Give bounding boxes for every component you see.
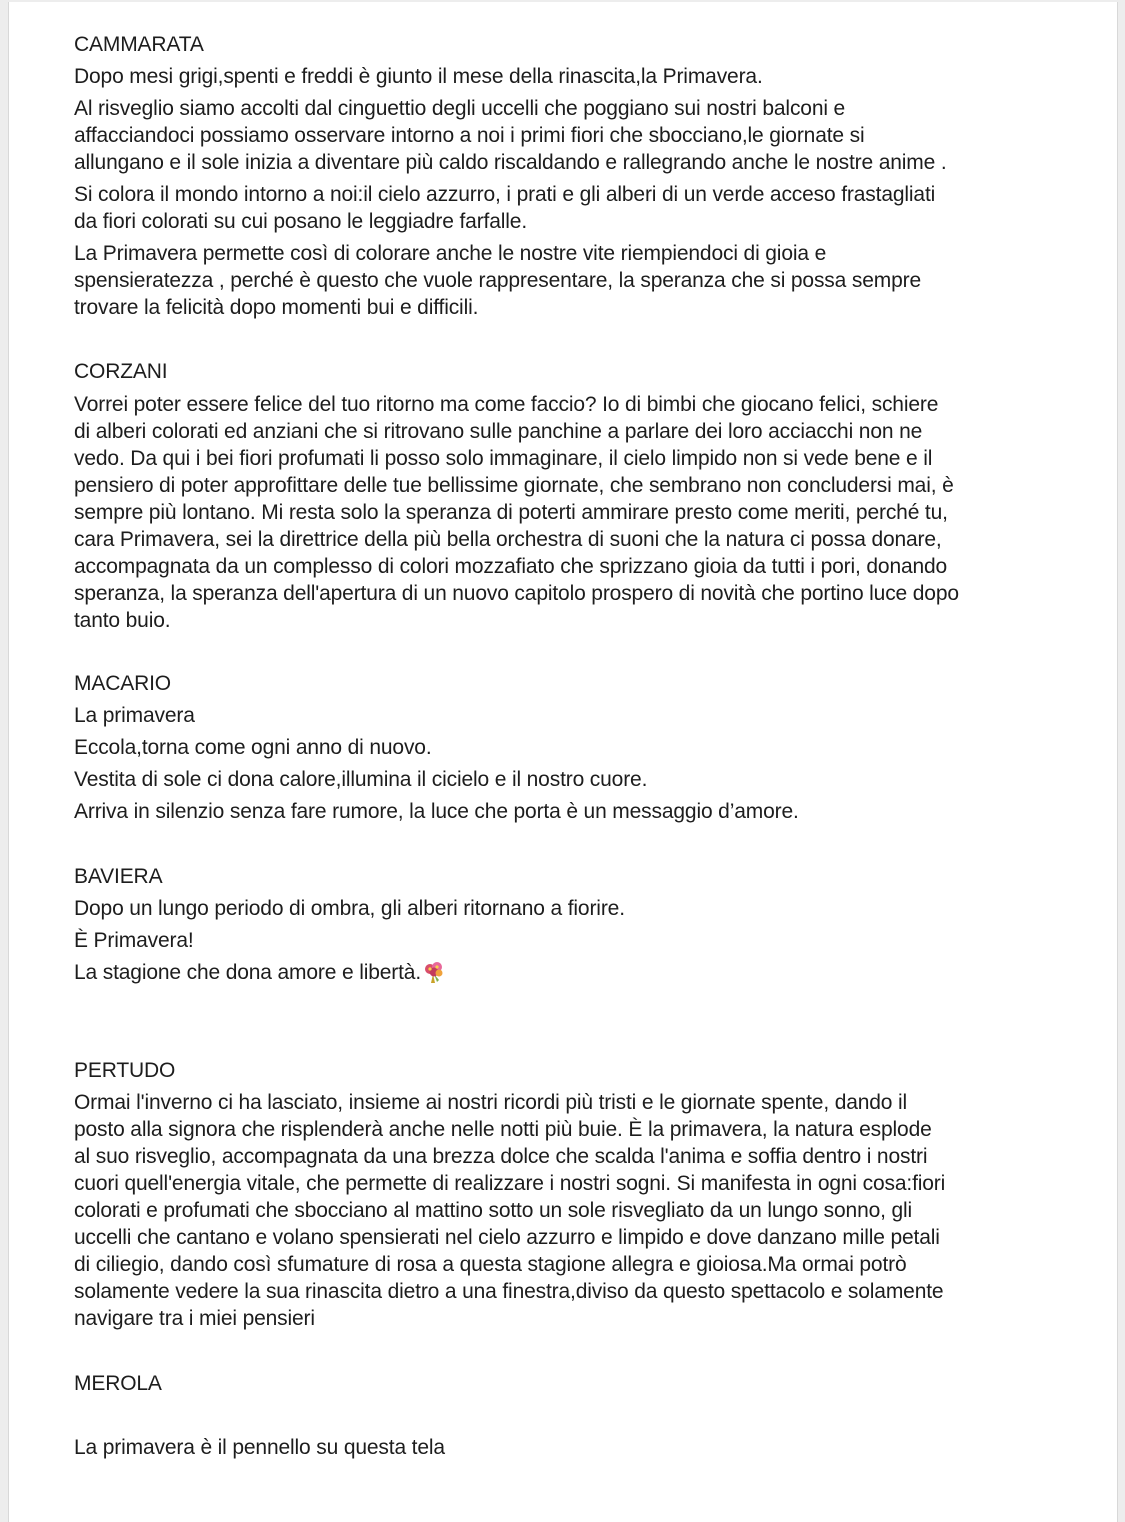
paragraph bbox=[74, 734, 799, 761]
author-name: MEROLA bbox=[74, 1372, 162, 1395]
text-line: Ormai l'inverno ci ha lasciato, insieme ai nostri ricordi più tristi e le giornate spente, dando il bbox=[74, 1091, 908, 1114]
text-line: al suo risveglio, accompagnata da una brezza dolce che scalda l'anima e soffia dentro i nostri bbox=[74, 1145, 928, 1168]
text-line: La Primavera permette così di colorare anche le nostre vite riempiendoci di gioia e bbox=[74, 242, 827, 265]
text-line: La primavera bbox=[74, 704, 195, 727]
paragraph bbox=[74, 240, 947, 321]
section-merola bbox=[74, 1370, 445, 1461]
text-line: pensiero di poter approfittare delle tue bellissime giornate, che sembrano non concludersi mai, è bbox=[74, 474, 954, 497]
text-line: sempre più lontano. Mi resta solo la speranza di poterti ammirare presto come meriti, perché tu, bbox=[74, 501, 948, 524]
text-line: accompagnata da un complesso di colori mozzafiato che sprizzano gioia da tutti i pori, donando bbox=[74, 555, 948, 578]
text-line: Dopo mesi grigi,spenti e freddi è giunto il mese della rinascita,la Primavera. bbox=[74, 65, 763, 88]
author-name: CORZANI bbox=[74, 360, 168, 383]
text-line: vedo. Da qui i bei fiori profumati li posso solo immaginare, il cielo limpido non si vede bene e il bbox=[74, 447, 933, 470]
paragraph bbox=[74, 181, 947, 235]
text-line: Si colora il mondo intorno a noi:il cielo azzurro, i prati e gli alberi di un verde acceso frastagliati bbox=[74, 183, 936, 206]
section-cammarata bbox=[74, 31, 947, 321]
author-name: MACARIO bbox=[74, 672, 171, 695]
bouquet-icon bbox=[422, 960, 446, 984]
text-line: speranza, la speranza dell'apertura di un nuovo capitolo prospero di novità che portino luce dopo bbox=[74, 582, 959, 605]
text-line: solamente vedere la sua rinascita dietro a una finestra,diviso da questo spettacolo e solamente bbox=[74, 1280, 944, 1303]
text-line: Vestita di sole ci dona calore,illumina il cicielo e il nostro cuore. bbox=[74, 768, 648, 791]
text-line: Vorrei poter essere felice del tuo ritorno ma come faccio? Io di bimbi che giocano felici, schiere bbox=[74, 393, 939, 416]
section-baviera bbox=[74, 863, 625, 986]
text-line-content: La stagione che dona amore e libertà. bbox=[74, 961, 422, 984]
text-line: navigare tra i miei pensieri bbox=[74, 1307, 315, 1330]
paragraph bbox=[74, 702, 799, 729]
text-line: da fiori colorati su cui posano le leggiadre farfalle. bbox=[74, 210, 527, 233]
document-page bbox=[8, 2, 1118, 1522]
text-line: cara Primavera, sei la direttrice della più bella orchestra di suoni che la natura ci possa donare, bbox=[74, 528, 942, 551]
paragraph bbox=[74, 1089, 945, 1332]
text-line: La primavera è il pennello su questa tela bbox=[74, 1436, 445, 1459]
section-pertudo bbox=[74, 1057, 945, 1332]
paragraph bbox=[74, 391, 959, 634]
paragraph bbox=[74, 766, 799, 793]
text-line: di ciliegio, dando così sfumature di rosa a questa stagione allegra e gioiosa.Ma ormai potrò bbox=[74, 1253, 907, 1276]
text-line: posto alla signora che risplenderà anche nelle notti più buie. È la primavera, la natura esplode bbox=[74, 1118, 932, 1141]
text-line: Dopo un lungo periodo di ombra, gli alberi ritornano a fiorire. bbox=[74, 897, 625, 920]
text-line: uccelli che cantano e volano spensierati nel cielo azzurro e limpido e dove danzano mille petali bbox=[74, 1226, 940, 1249]
text-line: cuori quell'energia vitale, che permette di realizzare i nostri sogni. Si manifesta in ogni cosa:fiori bbox=[74, 1172, 946, 1195]
text-line: Arriva in silenzio senza fare rumore, la luce che porta è un messaggio d’amore. bbox=[74, 800, 799, 823]
paragraph bbox=[74, 1434, 445, 1461]
paragraph bbox=[74, 63, 947, 90]
text-line: di alberi colorati ed anziani che si ritrovano sulle panchine a parlare dei loro acciacchi non ne bbox=[74, 420, 923, 443]
paragraph bbox=[74, 895, 625, 922]
author-name: CAMMARATA bbox=[74, 33, 204, 56]
paragraph bbox=[74, 959, 625, 986]
text-line: trovare la felicità dopo momenti bui e difficili. bbox=[74, 296, 479, 319]
text-line: È Primavera! bbox=[74, 929, 194, 952]
section-macario bbox=[74, 670, 799, 825]
paragraph bbox=[74, 798, 799, 825]
author-name: BAVIERA bbox=[74, 865, 163, 888]
paragraph bbox=[74, 927, 625, 954]
text-line: allungano e il sole inizia a diventare più caldo riscaldando e rallegrando anche le nostre anime . bbox=[74, 151, 947, 174]
author-name: PERTUDO bbox=[74, 1059, 176, 1082]
text-line: tanto buio. bbox=[74, 609, 171, 632]
section-corzani bbox=[74, 358, 959, 634]
text-line: colorati e profumati che sbocciano al mattino sotto un sole risvegliato da un lungo sonno, gli bbox=[74, 1199, 913, 1222]
paragraph bbox=[74, 95, 947, 176]
text-line bbox=[74, 959, 625, 986]
text-line: Eccola,torna come ogni anno di nuovo. bbox=[74, 736, 432, 759]
text-line: Al risveglio siamo accolti dal cinguettio degli uccelli che poggiano sui nostri balconi e bbox=[74, 97, 846, 120]
text-line: spensieratezza , perché è questo che vuole rappresentare, la speranza che si possa sempre bbox=[74, 269, 921, 292]
text-line: affacciandoci possiamo osservare intorno a noi i primi fiori che sbocciano,le giornate si bbox=[74, 124, 865, 147]
